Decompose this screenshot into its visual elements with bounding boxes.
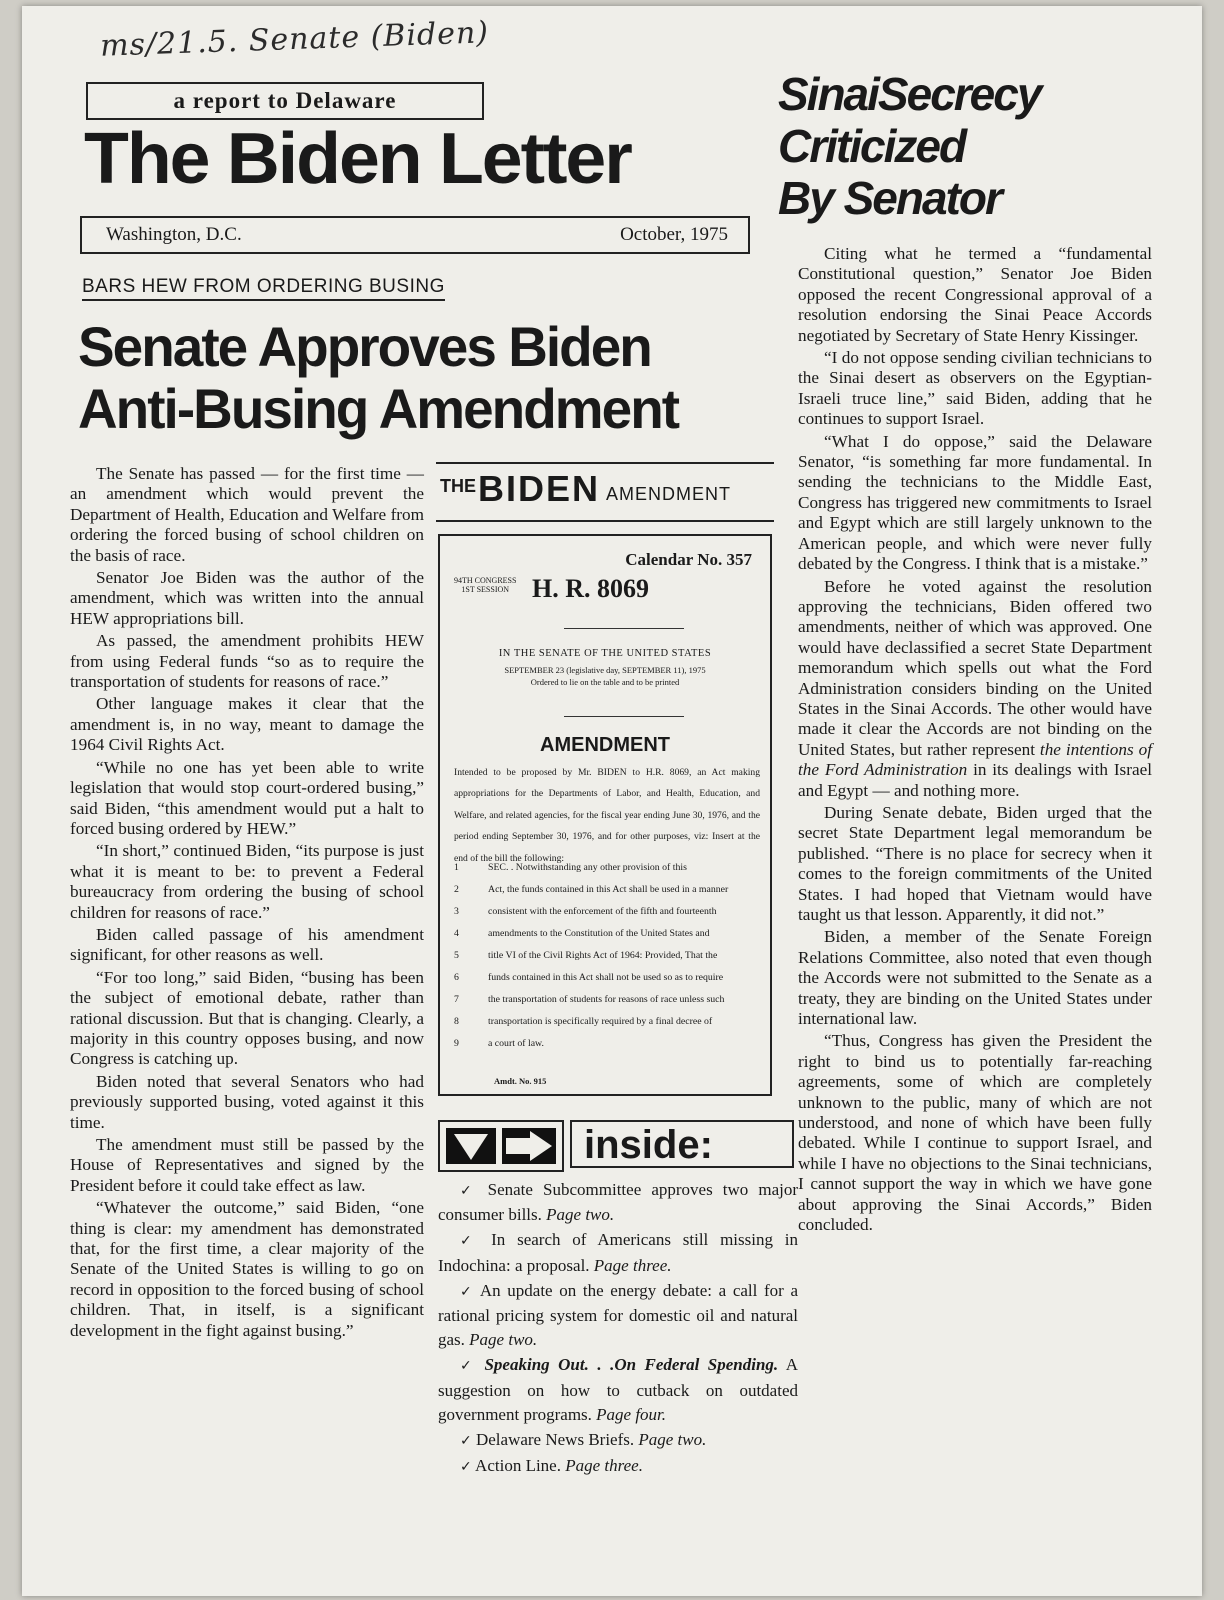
main-paragraph: “For too long,” said Biden, “busing has been the subject of emotional debate, rather than rational discussion. But that is changing. Clearly, a majority in this country opposes busing, and now Congress is catching up. bbox=[70, 967, 424, 1069]
dateline-box bbox=[80, 216, 750, 254]
inside-item bbox=[438, 1279, 798, 1353]
inside-item-text: An update on the energy debate: a call for a rational pricing system for domestic oil and natural gas. bbox=[438, 1280, 799, 1350]
session-line: 1ST SESSION bbox=[461, 585, 510, 594]
side-story-column bbox=[798, 244, 1152, 1238]
inside-item-page: Page three. bbox=[593, 1255, 672, 1275]
side-paragraph: During Senate debate, Biden urged that the secret State Department legal memorandum be published. “There is no place for secrecy when it comes to the foreign commitments of the United States. I had hoped that Vietnam would have taught us that lesson. Apparently, it did not.” bbox=[798, 802, 1152, 924]
inside-item bbox=[438, 1428, 798, 1453]
inside-item-page: Page two. bbox=[546, 1205, 615, 1225]
side-paragraph-text: Before he voted against the resolution approving the technicians, Biden offered two amendments, neither of which was approved. One would have declassified a secret State Department memorandum which spells out what the Ford Administration considers binding on the United States in the Sinai Accords. The other would have made it clear the Accords are not binding on the United States, but rather represent bbox=[798, 576, 1152, 759]
arrows-icon bbox=[438, 1120, 564, 1172]
line-number: 7 bbox=[454, 994, 459, 1005]
line-number: 1 bbox=[454, 862, 459, 873]
newsletter-page bbox=[22, 6, 1202, 1596]
line-text: a court of law. bbox=[488, 1038, 544, 1049]
congress-session bbox=[454, 576, 516, 594]
line-text: Act, the funds contained in this Act shall be used in a manner bbox=[488, 884, 729, 895]
main-paragraph: The amendment must still be passed by the House of Representatives and signed by the President before it could take effect as law. bbox=[70, 1135, 424, 1195]
line-number: 4 bbox=[454, 928, 459, 939]
main-kicker: BARS HEW FROM ORDERING BUSING bbox=[82, 276, 445, 301]
check-icon: ✓ bbox=[460, 1283, 475, 1300]
inside-item-text: Action Line. bbox=[475, 1456, 561, 1476]
bill-rule bbox=[564, 716, 684, 717]
check-icon: ✓ bbox=[460, 1358, 476, 1375]
dateline-date: October, 1975 bbox=[620, 224, 728, 245]
bill-line bbox=[454, 1038, 760, 1060]
dateline-location: Washington, D.C. bbox=[106, 224, 242, 245]
inside-item-page: Page two. bbox=[469, 1330, 538, 1350]
main-headline-line-1: Senate Approves Biden bbox=[78, 315, 651, 378]
inside-item-text: Senate Subcommittee approves two major consumer bills. bbox=[438, 1180, 798, 1225]
inside-label: inside: bbox=[570, 1120, 794, 1168]
line-text: amendments to the Constitution of the United States and bbox=[488, 928, 710, 939]
inside-item-text: Delaware News Briefs. bbox=[475, 1430, 635, 1450]
handwritten-note: ms/21.5. Senate (Biden) bbox=[99, 15, 490, 64]
main-paragraph: As passed, the amendment prohibits HEW from using Federal funds “so as to require the transportation of students for reasons of race.” bbox=[70, 631, 424, 692]
bill-number: H. R. 8069 bbox=[532, 574, 649, 603]
check-icon: ✓ bbox=[460, 1233, 480, 1250]
amendment-title-word: AMENDMENT bbox=[606, 484, 731, 504]
main-paragraph: Senator Joe Biden was the author of the amendment, which was written into the annual HEW appropriations bill. bbox=[70, 568, 424, 628]
bill-line bbox=[454, 1016, 760, 1038]
main-story-column bbox=[70, 464, 424, 1343]
inside-item-text: A suggestion on how to cutback on outdated government programs. bbox=[438, 1355, 799, 1424]
side-paragraph: “I do not oppose sending civilian technicians to the Sinai desert as observers on the Egyptian-Israeli truce line,” said Biden, adding that he continues to support Israel. bbox=[798, 348, 1152, 429]
line-number: 9 bbox=[454, 1038, 459, 1049]
bill-lines bbox=[454, 862, 760, 1060]
check-icon: ✓ bbox=[460, 1183, 478, 1199]
amendment-title-the: THE bbox=[440, 476, 476, 496]
line-text: consistent with the enforcement of the fifth and fourteenth bbox=[488, 906, 717, 917]
biden-amendment-title bbox=[436, 462, 774, 522]
bill-line bbox=[454, 906, 760, 928]
inside-item-page: Page two. bbox=[638, 1430, 707, 1450]
masthead-title: The Biden Letter bbox=[84, 119, 631, 199]
line-text: SEC. . Notwithstanding any other provision of this bbox=[488, 862, 687, 873]
inside-list bbox=[438, 1178, 798, 1480]
amendment-number: Amdt. No. 915 bbox=[494, 1076, 547, 1086]
check-icon: ✓ bbox=[460, 1433, 472, 1450]
line-number: 3 bbox=[454, 906, 459, 917]
line-number: 6 bbox=[454, 972, 459, 983]
bill-line bbox=[454, 928, 760, 950]
senate-line: IN THE SENATE OF THE UNITED STATES bbox=[498, 648, 712, 659]
inside-item-text: In search of Americans still missing in Indochina: a proposal. bbox=[438, 1230, 799, 1275]
bill-line bbox=[454, 862, 760, 884]
amendment-heading: AMENDMENT bbox=[540, 734, 670, 756]
inside-item bbox=[438, 1454, 798, 1479]
side-paragraph: Biden, a member of the Senate Foreign Relations Committee, also noted that even though the Accords were not submitted to the Senate as a treaty, they are binding on the United States under international law. bbox=[798, 927, 1152, 1029]
side-paragraph bbox=[798, 577, 1152, 801]
calendar-number: Calendar No. 357 bbox=[625, 550, 752, 569]
inside-item-page: Page four. bbox=[596, 1404, 667, 1424]
bill-line bbox=[454, 884, 760, 906]
congress-line: 94TH CONGRESS bbox=[454, 576, 517, 585]
inside-item bbox=[438, 1178, 798, 1227]
date-line-2: Ordered to lie on the table and to be printed bbox=[530, 677, 680, 687]
amendment-title-biden: BIDEN bbox=[478, 468, 601, 509]
inside-item bbox=[438, 1228, 798, 1277]
main-paragraph: The Senate has passed — for the first time — an amendment which would prevent the Department of Health, Education and Welfare from ordering the forced busing of school children on the basis of race. bbox=[70, 464, 424, 565]
check-icon: ✓ bbox=[460, 1459, 472, 1476]
main-paragraph: Other language makes it clear that the amendment is, in no way, meant to damage the 1964 Civil Rights Act. bbox=[70, 694, 424, 755]
main-headline-line-2: Anti-Busing Amendment bbox=[78, 377, 679, 440]
side-headline bbox=[778, 68, 1040, 224]
inside-item bbox=[438, 1353, 798, 1427]
side-headline-line-1: SinaiSecrecy bbox=[778, 68, 1041, 120]
line-text: funds contained in this Act shall not be used so as to require bbox=[488, 972, 724, 983]
main-paragraph: “In short,” continued Biden, “its purpose is just what it is meant to be: to prevent a Federal bureaucracy from ordering the busing of school children for reasons of race.” bbox=[70, 841, 424, 922]
main-headline bbox=[78, 316, 678, 440]
report-label: a report to Delaware bbox=[86, 82, 484, 120]
main-paragraph: “While no one has yet been able to write legislation that would stop court-ordered busing,” said Biden, “this amendment would put a halt to forced busing ordered by HEW.” bbox=[70, 757, 424, 838]
side-paragraph-italic: the intentions of the Ford Administration bbox=[798, 739, 1152, 780]
bill-line bbox=[454, 950, 760, 972]
inside-item-page: Page three. bbox=[565, 1456, 643, 1476]
date-lines bbox=[440, 664, 770, 688]
line-number: 8 bbox=[454, 1016, 459, 1027]
bill-line bbox=[454, 972, 760, 994]
main-paragraph: “Whatever the outcome,” said Biden, “one thing is clear: my amendment has demonstrated that, for the first time, a clear majority of the Senate of the United States is willing to go on record in opposition to the forced busing of school children. That, in itself, is a significant development in the fight against busing.” bbox=[70, 1198, 424, 1340]
bill-rule bbox=[564, 628, 684, 629]
line-text: transportation is specifically required by a final decree of bbox=[488, 1016, 713, 1027]
line-number: 5 bbox=[454, 950, 459, 961]
line-number: 2 bbox=[454, 884, 459, 895]
main-paragraph: Biden called passage of his amendment significant, for other reasons as well. bbox=[70, 924, 424, 965]
side-headline-line-2: Criticized bbox=[778, 120, 966, 172]
side-paragraph: “Thus, Congress has given the President the right to bind us to potentially far-reaching agreements, some of which are completely unknown to the public, many of which are not understood, and none of which have been fully debated. While I continue to support Israel, and while I have no objections to the Sinai technicians, I cannot support the way in which we have gone about approving the Sinai Accords,” Biden concluded. bbox=[798, 1031, 1152, 1235]
intended-text: Intended to be proposed by Mr. BIDEN to H.R. 8069, an Act making appropriations for the Departments of Labor, and Health, Education, and Welfare, and related agencies, for the fiscal year ending June 30, 1976, and the period ending September 30, 1976, and for other purposes, viz: Insert at the end of the bill the following: bbox=[454, 767, 760, 864]
side-paragraph-tail: in its dealings with Israel and Egypt — and nothing more. bbox=[798, 760, 1152, 800]
bill-line bbox=[454, 994, 760, 1016]
line-text: the transportation of students for reasons of race unless such bbox=[488, 994, 725, 1005]
inside-item-lead: Speaking Out. . .On Federal Spending. bbox=[484, 1355, 779, 1375]
side-paragraph: Citing what he termed a “fundamental Constitutional question,” Senator Joe Biden opposed the recent Congressional approval of a resolution endorsing the Sinai Peace Accords negotiated by Secretary of State Henry Kissinger. bbox=[798, 244, 1152, 345]
side-headline-line-3: By Senator bbox=[778, 172, 1001, 224]
bill-facsimile bbox=[438, 534, 772, 1096]
line-text: title VI of the Civil Rights Act of 1964: Provided, That the bbox=[488, 950, 718, 961]
date-line-1: SEPTEMBER 23 (legislative day, SEPTEMBER 11), 1975 bbox=[504, 665, 706, 675]
main-paragraph: Biden noted that several Senators who had previously supported busing, voted against it this time. bbox=[70, 1071, 424, 1132]
side-paragraph: “What I do oppose,” said the Delaware Senator, “is something far more fundamental. In sending the technicians to the Middle East, Congress has triggered new commitments to Israel and Egypt which are still largely unknown to the American people, and which were never fully debated by the Congress. I think that is a mistake.” bbox=[798, 431, 1152, 574]
